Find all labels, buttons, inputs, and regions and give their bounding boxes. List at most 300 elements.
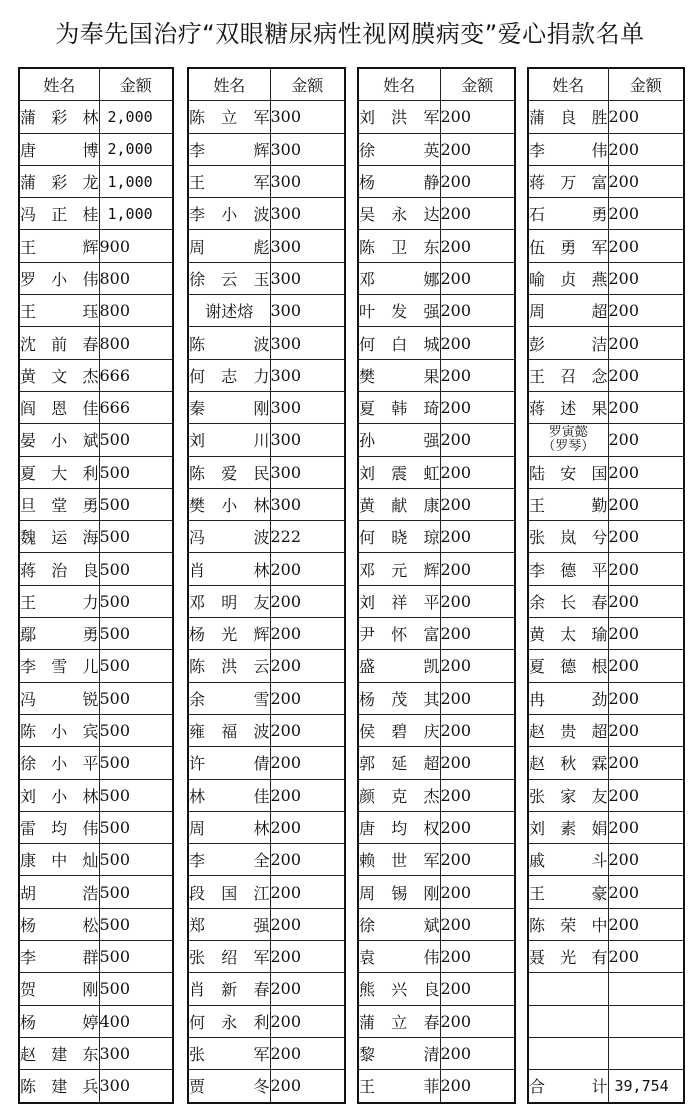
table-row <box>19 747 173 779</box>
header-row <box>188 68 345 101</box>
amount-cell: 200 <box>608 811 684 843</box>
donor-name: 许 倩 <box>189 754 270 774</box>
donor-name: 肖 新 春 <box>189 980 270 1000</box>
donor-name: 王 珏 <box>20 302 99 322</box>
name-cell <box>19 650 99 682</box>
amount-cell: 500 <box>99 553 173 585</box>
name-cell <box>358 618 440 650</box>
name-cell <box>528 165 608 197</box>
name-cell <box>19 876 99 908</box>
amount-cell: 200 <box>608 747 684 779</box>
donor-name: 黄 文 杰 <box>20 366 99 386</box>
donor-name: 尹 怀 富 <box>359 625 440 645</box>
name-cell <box>358 973 440 1005</box>
name-cell <box>358 327 440 359</box>
name-cell <box>188 391 270 423</box>
amount-cell: 200 <box>270 585 345 617</box>
table-row <box>188 133 345 165</box>
donor-name: 张 绍 军 <box>189 948 270 968</box>
amount-cell: 200 <box>270 747 345 779</box>
table-row <box>528 359 684 391</box>
donor-name: 李 群 <box>20 948 99 968</box>
donor-name: 谢述熔 <box>205 302 254 322</box>
donor-name: 冉 劲 <box>529 689 608 709</box>
donor-name: 林 佳 <box>189 786 270 806</box>
amount-cell: 200 <box>608 198 684 230</box>
donor-name: 赵 秋 霖 <box>529 754 608 774</box>
table-row <box>188 585 345 617</box>
name-cell <box>358 198 440 230</box>
amount-cell: 200 <box>270 1005 345 1037</box>
donor-name: 颜 克 杰 <box>359 786 440 806</box>
amount-cell: 200 <box>270 650 345 682</box>
name-cell <box>358 521 440 553</box>
name-cell <box>188 747 270 779</box>
table-row <box>19 714 173 746</box>
amount-cell: 200 <box>440 811 515 843</box>
table-row <box>19 262 173 294</box>
name-cell <box>188 165 270 197</box>
donor-name: 吴 永 达 <box>359 205 440 225</box>
table-row <box>528 714 684 746</box>
donor-name: 徐 云 玉 <box>189 269 270 289</box>
table-row <box>528 941 684 973</box>
table-row <box>19 327 173 359</box>
amount-cell: 200 <box>440 908 515 940</box>
table-row <box>358 714 515 746</box>
name-cell <box>19 714 99 746</box>
donor-name: 何 志 力 <box>189 366 270 386</box>
donor-name: 侯 碧 庆 <box>359 722 440 742</box>
donor-name: 冯 正 桂 <box>20 205 99 225</box>
amount-cell: 200 <box>440 779 515 811</box>
donor-name: 沈 前 春 <box>20 334 99 354</box>
donor-name: 蒋 述 果 <box>529 399 608 419</box>
donor-name: 杨 茂 其 <box>359 689 440 709</box>
name-cell <box>528 973 608 1005</box>
name-cell <box>19 779 99 811</box>
amount-cell: 200 <box>608 650 684 682</box>
amount-cell: 666 <box>99 359 173 391</box>
amount-cell: 200 <box>440 618 515 650</box>
table-row <box>188 327 345 359</box>
table-row <box>528 1037 684 1069</box>
table-row <box>358 682 515 714</box>
name-cell <box>188 327 270 359</box>
table-row <box>188 262 345 294</box>
amount-cell: 400 <box>99 1005 173 1037</box>
name-cell <box>528 424 608 456</box>
name-cell <box>19 1005 99 1037</box>
amount-cell: 300 <box>270 456 345 488</box>
donor-name: 黄 太 瑜 <box>529 625 608 645</box>
donor-table-4 <box>527 67 685 1104</box>
name-cell <box>528 133 608 165</box>
donor-name: 喻 贞 燕 <box>529 269 608 289</box>
amount-cell: 500 <box>99 424 173 456</box>
amount-cell: 200 <box>608 941 684 973</box>
table-row <box>358 165 515 197</box>
name-cell <box>528 521 608 553</box>
name-cell <box>188 456 270 488</box>
table-row <box>528 553 684 585</box>
table-row <box>358 391 515 423</box>
amount-cell: 500 <box>99 618 173 650</box>
amount-cell: 500 <box>99 876 173 908</box>
donor-name: 周 超 <box>529 302 608 322</box>
table-row <box>19 1005 173 1037</box>
donor-name: 邓 元 辉 <box>359 560 440 580</box>
name-cell <box>528 1070 608 1103</box>
amount-cell: 200 <box>440 876 515 908</box>
donor-name-note: （罗琴） <box>542 438 595 454</box>
name-cell <box>19 521 99 553</box>
amount-cell: 200 <box>440 198 515 230</box>
name-cell <box>188 359 270 391</box>
amount-cell <box>608 973 684 1005</box>
table-row <box>188 682 345 714</box>
name-cell <box>188 424 270 456</box>
table-row <box>19 456 173 488</box>
name-cell <box>19 585 99 617</box>
name-cell <box>358 165 440 197</box>
name-cell <box>19 295 99 327</box>
table-row <box>358 876 515 908</box>
name-cell <box>528 456 608 488</box>
name-cell <box>528 941 608 973</box>
table-row <box>19 682 173 714</box>
name-cell <box>358 488 440 520</box>
table-row <box>358 973 515 1005</box>
name-cell <box>358 811 440 843</box>
table-row <box>358 359 515 391</box>
amount-cell: 200 <box>270 1070 345 1103</box>
donor-name: 刘 素 娟 <box>529 818 608 838</box>
amount-cell: 300 <box>270 488 345 520</box>
donor-name: 陆 安 国 <box>529 463 608 483</box>
table-row <box>528 779 684 811</box>
table-row <box>188 165 345 197</box>
table-row <box>19 618 173 650</box>
donor-name: 陈 波 <box>189 334 270 354</box>
name-cell <box>358 876 440 908</box>
donor-name: 唐 均 权 <box>359 818 440 838</box>
table-row <box>528 262 684 294</box>
donor-name: 叶 发 强 <box>359 302 440 322</box>
amount-cell: 200 <box>608 101 684 133</box>
table-row <box>188 521 345 553</box>
table-row <box>188 714 345 746</box>
amount-cell: 200 <box>608 165 684 197</box>
donor-name: 蒲 立 春 <box>359 1012 440 1032</box>
table-row <box>358 1070 515 1103</box>
header-row <box>19 68 173 101</box>
table-row <box>528 488 684 520</box>
amount-cell: 200 <box>440 327 515 359</box>
name-cell <box>358 359 440 391</box>
donor-name: 魏 运 海 <box>20 528 99 548</box>
amount-cell: 300 <box>270 327 345 359</box>
amount-cell: 300 <box>99 1070 173 1103</box>
donor-name: 王 豪 <box>529 883 608 903</box>
table-row <box>358 133 515 165</box>
donor-name: 张 家 友 <box>529 786 608 806</box>
table-row <box>188 359 345 391</box>
amount-cell: 200 <box>608 553 684 585</box>
table-row <box>528 908 684 940</box>
amount-cell: 200 <box>440 973 515 1005</box>
name-cell <box>358 1037 440 1069</box>
amount-cell: 200 <box>608 359 684 391</box>
table-row <box>19 133 173 165</box>
donor-name: 刘 震 虹 <box>359 463 440 483</box>
donor-name: 贾 冬 <box>189 1077 270 1097</box>
donor-table-3 <box>357 67 516 1104</box>
amount-cell: 222 <box>270 521 345 553</box>
table-row <box>19 165 173 197</box>
name-cell <box>358 585 440 617</box>
table-row <box>528 973 684 1005</box>
table-row <box>19 844 173 876</box>
name-cell <box>528 876 608 908</box>
name-cell <box>358 553 440 585</box>
amount-cell: 200 <box>270 876 345 908</box>
amount-cell: 200 <box>440 941 515 973</box>
donor-name: 聂 光 有 <box>529 948 608 968</box>
amount-cell: 500 <box>99 488 173 520</box>
table-row <box>188 1005 345 1037</box>
table-row <box>358 1037 515 1069</box>
table-row <box>188 973 345 1005</box>
amount-cell: 200 <box>608 618 684 650</box>
name-cell <box>19 488 99 520</box>
name-cell <box>358 779 440 811</box>
donor-name: 余 雪 <box>189 689 270 709</box>
donor-name: 张 军 <box>189 1045 270 1065</box>
table-row <box>358 295 515 327</box>
donor-name: 王 力 <box>20 592 99 612</box>
donor-name: 李 伟 <box>529 140 608 160</box>
table-row <box>19 391 173 423</box>
table-row <box>528 521 684 553</box>
amount-cell: 500 <box>99 941 173 973</box>
table-row <box>188 456 345 488</box>
table-row <box>528 230 684 262</box>
name-cell <box>188 682 270 714</box>
name-cell <box>528 747 608 779</box>
name-cell <box>188 876 270 908</box>
donor-name: 鄢 勇 <box>20 625 99 645</box>
donor-name: 蒋 万 富 <box>529 173 608 193</box>
name-cell <box>188 553 270 585</box>
table-row <box>528 198 684 230</box>
amount-cell: 300 <box>270 133 345 165</box>
donor-name: 康 中 灿 <box>20 851 99 871</box>
amount-cell: 200 <box>270 908 345 940</box>
name-cell <box>188 133 270 165</box>
donor-name: 刘 祥 平 <box>359 592 440 612</box>
amount-cell: 666 <box>99 391 173 423</box>
donor-name: 李 雪 儿 <box>20 657 99 677</box>
name-cell <box>19 165 99 197</box>
table-row <box>19 230 173 262</box>
table-row <box>528 747 684 779</box>
table-row <box>19 811 173 843</box>
amount-cell: 200 <box>608 521 684 553</box>
name-cell <box>528 1037 608 1069</box>
name-cell <box>528 585 608 617</box>
amount-cell: 200 <box>608 133 684 165</box>
donor-name: 合 计 <box>529 1077 608 1097</box>
donor-name: 伍 勇 军 <box>529 237 608 257</box>
table-row <box>358 811 515 843</box>
amount-cell: 200 <box>270 941 345 973</box>
amount-cell: 200 <box>608 876 684 908</box>
name-cell <box>358 908 440 940</box>
table-row <box>188 101 345 133</box>
amount-cell <box>608 1037 684 1069</box>
name-cell <box>528 488 608 520</box>
donor-name: 雍 福 波 <box>189 722 270 742</box>
name-cell <box>19 101 99 133</box>
name-cell <box>188 295 270 327</box>
donor-name: 胡 浩 <box>20 883 99 903</box>
donor-name: 冯 波 <box>189 528 270 548</box>
table-row <box>188 844 345 876</box>
name-cell <box>358 101 440 133</box>
table-row <box>19 424 173 456</box>
amount-cell: 300 <box>270 101 345 133</box>
name-header: 姓名 <box>528 68 608 101</box>
table-row <box>19 1037 173 1069</box>
donor-name: 陈 荣 中 <box>529 915 608 935</box>
amount-cell: 500 <box>99 521 173 553</box>
donor-name: 黎 清 <box>359 1045 440 1065</box>
donor-name: 陈 卫 东 <box>359 237 440 257</box>
amount-cell: 200 <box>440 521 515 553</box>
amount-cell: 800 <box>99 295 173 327</box>
donor-name: 樊 果 <box>359 366 440 386</box>
amount-cell: 200 <box>270 973 345 1005</box>
name-cell <box>19 973 99 1005</box>
donor-name: 孙 强 <box>359 431 440 451</box>
table-row <box>358 198 515 230</box>
donor-name: 杨 松 <box>20 915 99 935</box>
donor-name: 何 永 利 <box>189 1012 270 1032</box>
amount-cell: 500 <box>99 844 173 876</box>
table-row <box>528 876 684 908</box>
table-row <box>19 650 173 682</box>
name-cell <box>358 1005 440 1037</box>
header-row <box>358 68 515 101</box>
donor-table-2 <box>187 67 346 1104</box>
name-cell <box>528 811 608 843</box>
amount-cell: 300 <box>270 295 345 327</box>
name-cell <box>528 844 608 876</box>
name-cell <box>528 618 608 650</box>
donor-name: 罗寅懿 <box>548 424 588 440</box>
name-cell <box>188 714 270 746</box>
name-cell <box>358 650 440 682</box>
amount-cell: 200 <box>440 553 515 585</box>
table-row <box>188 424 345 456</box>
donor-name: 陈 洪 云 <box>189 657 270 677</box>
amount-cell: 200 <box>270 682 345 714</box>
name-cell <box>528 198 608 230</box>
donor-name: 徐 英 <box>359 140 440 160</box>
name-cell <box>358 262 440 294</box>
page-title: 为奉先国治疗“双眼糖尿病性视网膜病变”爱心捐款名单 <box>55 20 645 48</box>
donor-name: 袁 伟 <box>359 948 440 968</box>
amount-cell: 200 <box>440 456 515 488</box>
donor-name: 赖 世 军 <box>359 851 440 871</box>
name-cell <box>19 1070 99 1103</box>
donor-name: 蒋 治 良 <box>20 560 99 580</box>
name-cell <box>19 908 99 940</box>
amount-cell: 200 <box>440 1005 515 1037</box>
donor-name: 石 勇 <box>529 205 608 225</box>
donor-name: 盛 凯 <box>359 657 440 677</box>
name-cell <box>188 779 270 811</box>
table-row <box>188 618 345 650</box>
table-row <box>528 424 684 456</box>
name-cell <box>528 327 608 359</box>
table-row <box>358 844 515 876</box>
table-row <box>19 553 173 585</box>
table-row <box>188 779 345 811</box>
donor-name: 杨 婷 <box>20 1012 99 1032</box>
table-row <box>188 1037 345 1069</box>
table-row <box>528 327 684 359</box>
table-row <box>19 1070 173 1103</box>
table-row <box>528 1005 684 1037</box>
name-cell <box>188 585 270 617</box>
table-row <box>358 327 515 359</box>
table-row <box>358 779 515 811</box>
donor-name: 刘 川 <box>189 431 270 451</box>
amount-cell: 200 <box>270 553 345 585</box>
amount-cell: 500 <box>99 714 173 746</box>
name-cell <box>19 198 99 230</box>
name-cell <box>19 230 99 262</box>
table-row <box>19 779 173 811</box>
amount-cell: 1,000 <box>99 165 173 197</box>
name-cell <box>188 1070 270 1103</box>
donor-name: 雷 均 伟 <box>20 818 99 838</box>
donor-name: 唐 博 <box>20 140 99 160</box>
table-row <box>358 553 515 585</box>
name-cell <box>528 908 608 940</box>
donor-name: 李 全 <box>189 851 270 871</box>
donor-name: 赵 贵 超 <box>529 722 608 742</box>
name-cell <box>19 618 99 650</box>
amount-cell: 2,000 <box>99 101 173 133</box>
name-cell <box>528 1005 608 1037</box>
amount-cell: 500 <box>99 811 173 843</box>
name-cell <box>358 424 440 456</box>
amount-header: 金额 <box>440 68 515 101</box>
table-row <box>528 618 684 650</box>
amount-cell: 200 <box>440 844 515 876</box>
name-cell <box>528 682 608 714</box>
name-cell <box>528 553 608 585</box>
donor-name: 余 长 春 <box>529 592 608 612</box>
table-row <box>358 618 515 650</box>
name-cell <box>19 327 99 359</box>
name-cell <box>528 779 608 811</box>
donor-name: 刘 小 林 <box>20 786 99 806</box>
donor-name: 杨 光 辉 <box>189 625 270 645</box>
